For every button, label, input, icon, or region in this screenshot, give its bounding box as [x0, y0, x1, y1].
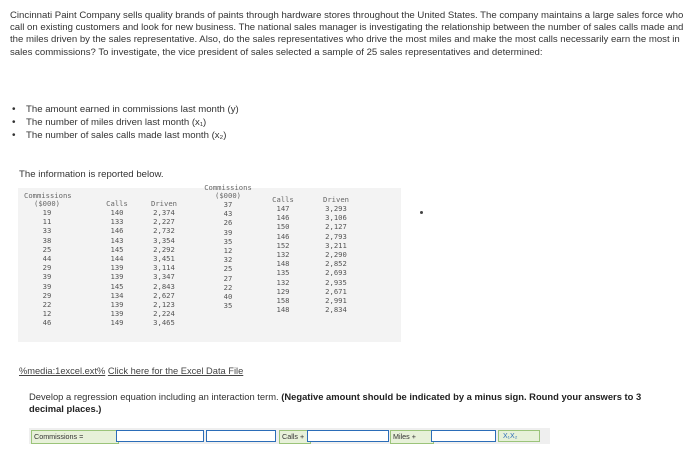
table-cell: 22 — [42, 299, 52, 309]
bullet-list — [12, 103, 239, 142]
table-cell: 2,374 — [153, 208, 175, 217]
table-cell: 35 — [223, 301, 233, 311]
table-cell: 33 — [42, 226, 52, 236]
excel-link-row — [19, 366, 243, 376]
table-cell: 25 — [42, 244, 52, 254]
table-cell: 134 — [110, 290, 124, 300]
driven-header: Driven — [151, 199, 177, 208]
decorative-dot — [420, 211, 423, 214]
instructions: Develop a regression equation including an interaction term. (Negative amount should be indicated by a minus sign. Round your answers to 3 decimal places.) — [29, 391, 642, 414]
table-cell: 3,114 — [153, 263, 175, 273]
table-cell: 3,354 — [153, 235, 175, 245]
driven-column-left — [144, 192, 184, 327]
table-cell: 3,465 — [153, 318, 175, 328]
data-table — [18, 183, 401, 342]
table-cell: 2,227 — [153, 217, 175, 227]
table-cell: 2,123 — [153, 299, 175, 309]
interaction-term-label: X₁X₂ — [498, 430, 540, 442]
table-cell: 2,693 — [325, 268, 347, 278]
bullet-item: • The number of miles driven last month (x₁) — [12, 117, 207, 128]
table-cell: 144 — [110, 253, 124, 263]
table-cell: 145 — [110, 281, 124, 291]
table-cell: 35 — [223, 236, 233, 246]
table-cell: 139 — [110, 299, 124, 309]
table-cell: 2,127 — [325, 222, 347, 232]
table-cell: 139 — [110, 309, 124, 319]
table-cell: 2,843 — [153, 281, 175, 291]
table-cell: 29 — [42, 263, 52, 273]
commissions-header: Commissions ($000) — [204, 183, 252, 200]
table-cell: 133 — [110, 217, 124, 227]
table-cell: 2,935 — [325, 277, 347, 287]
table-cell: 39 — [42, 281, 52, 291]
table-cell: 132 — [276, 249, 290, 259]
table-cell: 44 — [42, 253, 52, 263]
table-cell: 27 — [223, 273, 233, 283]
bullet-item: • The number of sales calls made last month (x₂) — [12, 130, 227, 141]
table-cell: 146 — [110, 226, 124, 236]
table-cell: 2,224 — [153, 309, 175, 319]
table-cell: 12 — [42, 309, 52, 319]
commissions-column-left — [24, 192, 70, 327]
table-cell: 148 — [276, 259, 290, 269]
table-cell: 2,834 — [325, 305, 347, 315]
table-cell: 135 — [276, 268, 290, 278]
table-cell: 29 — [42, 290, 52, 300]
table-cell: 146 — [276, 231, 290, 241]
table-cell: 147 — [276, 204, 290, 213]
problem-intro: Cincinnati Paint Company sells quality brands of paints through hardware stores throughout the United States. The company maintains a large sales force who call on existing customers and look for new business. The national sales manager is investigating the relationship between the number of sales calls made and the miles driven by the sales representative. Also, do the sales representatives who drive the most miles and make the most calls necessarily earn the most in sales commissions? To investigate, the vice president of sales selected a sample of 25 sales representatives and determined: — [10, 10, 684, 58]
table-cell: 158 — [276, 295, 290, 305]
table-cell: 3,347 — [153, 272, 175, 282]
calls-header: Calls — [106, 199, 128, 208]
commissions-header: Commissions ($000) — [24, 191, 72, 208]
table-cell: 146 — [276, 213, 290, 223]
calls-header: Calls — [272, 195, 294, 204]
driven-column-right — [316, 192, 356, 314]
table-cell: 43 — [223, 209, 233, 219]
table-cell: 46 — [42, 318, 52, 328]
table-cell: 3,106 — [325, 213, 347, 223]
commissions-equals-label: Commissions = — [31, 430, 119, 444]
table-cell: 148 — [276, 305, 290, 315]
intercept-input[interactable] — [116, 430, 204, 442]
table-cell: 2,852 — [325, 259, 347, 269]
table-cell: 2,292 — [153, 244, 175, 254]
table-cell: 39 — [42, 272, 52, 282]
table-cell: 26 — [223, 218, 233, 228]
table-cell: 22 — [223, 282, 233, 292]
table-cell: 12 — [223, 245, 233, 255]
table-cell: 2,732 — [153, 226, 175, 236]
table-cell: 3,293 — [325, 204, 347, 213]
calls-column-left — [102, 192, 132, 327]
table-cell: 2,290 — [325, 249, 347, 259]
table-cell: 132 — [276, 277, 290, 287]
table-cell: 2,671 — [325, 286, 347, 296]
table-cell: 19 — [42, 208, 52, 217]
table-cell: 152 — [276, 240, 290, 250]
table-cell: 2,627 — [153, 290, 175, 300]
table-cell: 3,451 — [153, 253, 175, 263]
table-cell: 129 — [276, 286, 290, 296]
table-cell: 145 — [110, 244, 124, 254]
table-cell: 32 — [223, 255, 233, 265]
driven-header: Driven — [323, 195, 349, 204]
table-cell: 11 — [42, 217, 52, 227]
calls-plus-label: Calls + — [279, 430, 311, 444]
bullet-item: • The amount earned in commissions last month (y) — [12, 104, 239, 115]
table-cell: 2,793 — [325, 231, 347, 241]
table-cell: 140 — [110, 208, 124, 217]
table-cell: 25 — [223, 264, 233, 274]
excel-data-file-link[interactable]: Click here for the Excel Data File — [107, 366, 244, 376]
excel-link-prefix[interactable]: %media:1excel.ext% — [19, 366, 106, 376]
reported-text: The information is reported below. — [19, 169, 164, 180]
table-cell: 3,211 — [325, 240, 347, 250]
table-cell: 139 — [110, 263, 124, 273]
table-cell: 139 — [110, 272, 124, 282]
table-cell: 2,991 — [325, 295, 347, 305]
miles-coefficient-input[interactable] — [307, 430, 389, 442]
table-cell: 39 — [223, 227, 233, 237]
table-cell: 38 — [42, 235, 52, 245]
table-cell: 40 — [223, 291, 233, 301]
table-cell: 149 — [110, 318, 124, 328]
calls-coefficient-input[interactable] — [206, 430, 276, 442]
table-cell: 37 — [223, 200, 233, 209]
miles-plus-label: Miles + — [390, 430, 434, 444]
calls-column-right — [268, 192, 298, 314]
table-cell: 150 — [276, 222, 290, 232]
table-cell: 143 — [110, 235, 124, 245]
commissions-column-right — [198, 183, 258, 311]
interaction-coefficient-input[interactable] — [431, 430, 496, 442]
